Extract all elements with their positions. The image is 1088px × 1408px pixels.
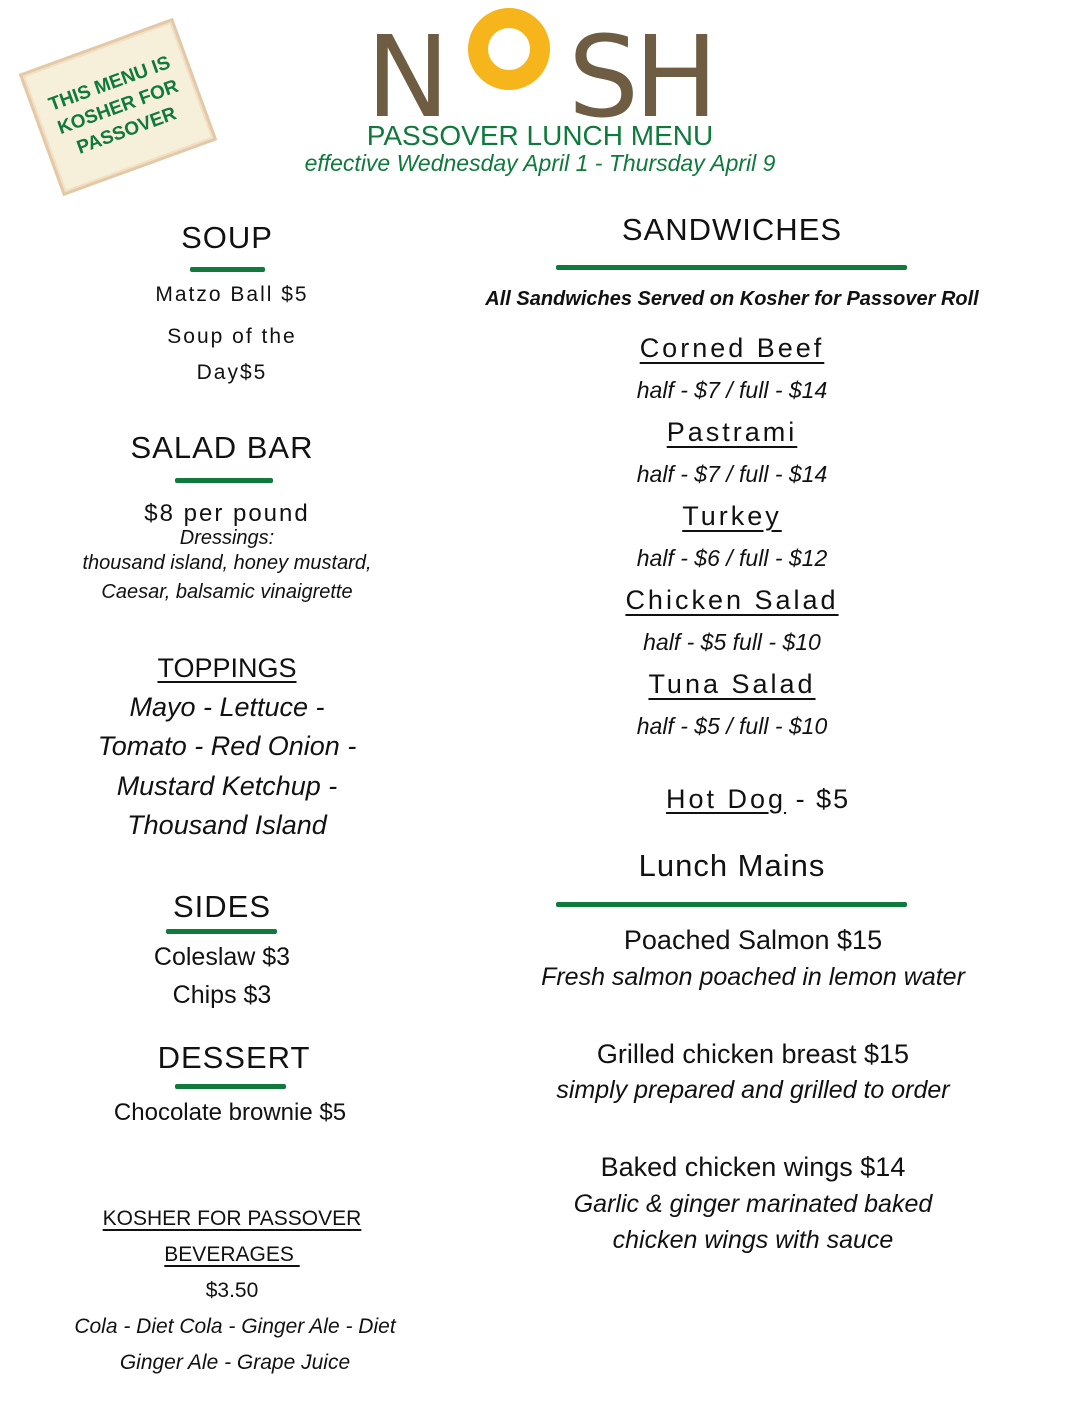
sandwich-name: Turkey	[682, 501, 782, 531]
sandwich-name: Pastrami	[666, 417, 798, 447]
lunch-mains-heading: Lunch Mains	[638, 848, 826, 883]
beverages-list: Cola - Diet Cola - Ginger Ale - Diet	[74, 1315, 396, 1338]
sandwich-name: Corned Beef	[639, 333, 825, 363]
hot-dog-name: Hot Dog	[666, 784, 787, 814]
main-name: Baked chicken wings $14	[600, 1152, 906, 1182]
soup-item: Matzo Ball $5	[155, 283, 309, 306]
sandwiches-note: All Sandwiches Served on Kosher for Passover Roll	[485, 288, 979, 310]
toppings-heading: TOPPINGS	[157, 653, 297, 683]
logo-letter-n: N	[366, 13, 450, 143]
dessert-item: Chocolate brownie $5	[113, 1099, 347, 1126]
logo-letter-h: H	[634, 13, 719, 143]
topping-line: Tomato - Red Onion -	[97, 731, 357, 761]
side-item: Coleslaw $3	[153, 943, 291, 971]
main-desc: simply prepared and grilled to order	[556, 1076, 950, 1104]
beverages-heading: BEVERAGES	[164, 1243, 300, 1266]
kosher-stamp	[19, 18, 218, 196]
logo-ring-icon	[466, 6, 552, 92]
sandwiches-rule	[556, 265, 907, 270]
topping-line: Mustard Ketchup -	[116, 771, 338, 801]
sandwich-price: half - $5 full - $10	[643, 629, 821, 655]
logo-letter-s: S	[568, 13, 640, 143]
beverages-heading: KOSHER FOR PASSOVER	[102, 1207, 362, 1230]
beverages-price: $3.50	[205, 1279, 259, 1302]
soup-item: Soup of the	[167, 325, 297, 348]
topping-line: Thousand Island	[127, 810, 327, 840]
dressings-list: Caesar, balsamic vinaigrette	[101, 581, 353, 603]
sandwich-name: Tuna Salad	[648, 669, 816, 699]
menu-subtitle: effective Wednesday April 1 - Thursday April 9	[304, 150, 776, 176]
sandwich-price: half - $7 / full - $14	[636, 377, 828, 403]
sandwich-price: half - $5 / full - $10	[636, 713, 828, 739]
sandwich-price: half - $7 / full - $14	[636, 461, 828, 487]
sides-heading: SIDES	[172, 889, 272, 924]
topping-line: Mayo - Lettuce -	[129, 692, 325, 722]
sandwiches-heading: SANDWICHES	[621, 212, 843, 247]
soup-heading: SOUP	[181, 220, 273, 255]
sandwich-name: Chicken Salad	[625, 585, 839, 615]
salad-bar-rule	[175, 478, 273, 483]
hot-dog-price: - $5	[786, 784, 851, 814]
dressings-label: Dressings:	[179, 527, 275, 549]
hot-dog-row	[651, 753, 850, 815]
soup-rule	[190, 267, 265, 272]
main-desc: Garlic & ginger marinated baked	[573, 1190, 933, 1218]
sides-rule	[166, 929, 277, 934]
main-desc: chicken wings with sauce	[612, 1226, 894, 1254]
side-item: Chips $3	[172, 981, 272, 1009]
main-name: Poached Salmon $15	[623, 925, 883, 955]
dessert-heading: DESSERT	[157, 1040, 311, 1075]
dessert-rule	[175, 1084, 286, 1089]
salad-bar-heading: SALAD BAR	[130, 430, 314, 465]
sandwich-price: half - $6 / full - $12	[636, 545, 828, 571]
lunch-mains-rule	[556, 902, 907, 907]
stamp-text: THIS MENU IS KOSHER FOR PASSOVER	[45, 51, 182, 159]
dressings-list: thousand island, honey mustard,	[82, 552, 372, 574]
main-desc: Fresh salmon poached in lemon water	[541, 963, 965, 991]
salad-bar-price: $8 per pound	[144, 500, 310, 527]
soup-item: Day$5	[196, 361, 268, 384]
main-name: Grilled chicken breast $15	[596, 1039, 910, 1069]
beverages-list: Ginger Ale - Grape Juice	[119, 1351, 351, 1374]
menu-title: PASSOVER LUNCH MENU	[366, 120, 714, 151]
